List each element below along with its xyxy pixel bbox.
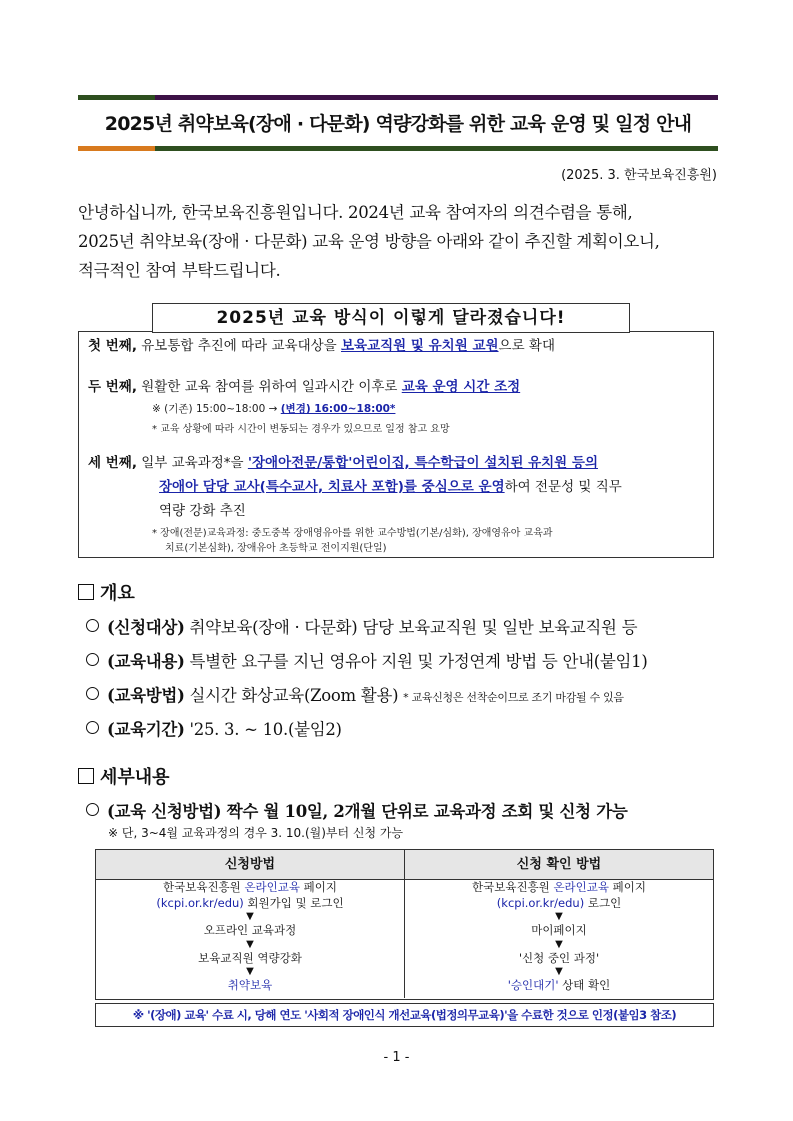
step-text: '신청 중인 과정'	[518, 950, 600, 965]
recognition-note: ※ '(장애) 교육' 수료 시, 당해 연도 '사회적 장애인식 개선교육(법정의무교육)'을 수료한 것으로 인정(붙임3 참조)	[95, 1003, 714, 1027]
circle-bullet-icon	[86, 687, 99, 700]
change-second: 두 번째, 원활한 교육 참여를 위하여 일과시간 이후로 교육 운영 시간 조정	[88, 379, 521, 395]
overview-item: (신청대상) 취약보육(장애 · 다문화) 담당 보육교직원 및 일반 보육교직원 등	[86, 614, 637, 638]
table-header	[96, 850, 713, 880]
details-item: (교육 신청방법) 짝수 월 10일, 2개월 단위로 교육과정 조회 및 신청 가능	[86, 798, 628, 822]
kcpi-url-link[interactable]: (kcpi.or.kr/edu)	[496, 895, 585, 910]
arrow-down-icon: ▼	[555, 938, 563, 950]
details-note: ※ 단, 3~4월 교육과정의 경우 3. 10.(월)부터 신청 가능	[108, 826, 404, 840]
circle-bullet-icon	[86, 619, 99, 632]
arrow-down-icon: ▼	[555, 911, 563, 923]
change-third-line3: 역량 강화 추진	[159, 503, 246, 519]
step-text: 마이페이지	[531, 923, 587, 938]
square-bullet-icon	[78, 768, 94, 784]
section-overview-title: 개요	[78, 579, 135, 605]
change-second-note2: * 교육 상황에 따라 시간이 변동되는 경우가 있으므로 일정 참고 요망	[152, 424, 450, 435]
circle-bullet-icon	[86, 803, 99, 816]
application-steps: 한국보육진흥원 온라인교육 페이지 (kcpi.or.kr/edu) 회원가입 및 로그인 ▼ 오프라인 교육과정 ▼ 보육교직원 역량강화 ▼ 취약보육	[96, 880, 405, 998]
change-third-line2: 장애아 담당 교사(특수교사, 치료사 포함)를 중심으로 운영하여 전문성 및 직무	[159, 479, 622, 495]
circle-bullet-icon	[86, 721, 99, 734]
online-edu-link[interactable]: 온라인교육	[244, 880, 300, 894]
change-third-note2: 치료(기본심화), 장애유아 초등학교 전이지원(단일)	[165, 543, 387, 554]
change-third: 세 번째, 일부 교육과정*을 '장애아전문/통합'어린이집, 특수학급이 설치된 유치원 등의	[88, 455, 598, 471]
arrow-down-icon: ▼	[246, 911, 254, 923]
online-edu-link[interactable]: 온라인교육	[553, 880, 609, 894]
intro-line: 적극적인 참여 부탁드립니다.	[78, 261, 281, 280]
section-details-title: 세부내용	[78, 763, 170, 789]
step-text: 보육교직원 역량강화	[198, 950, 302, 965]
circle-bullet-icon	[86, 653, 99, 666]
page-number: - 1 -	[383, 1050, 410, 1065]
arrow-down-icon: ▼	[246, 966, 254, 978]
document-title: 2025년 취약보육(장애 · 다문화) 역량강화를 위한 교육 운영 및 일정 안내	[104, 113, 692, 135]
kcpi-url-link[interactable]: (kcpi.or.kr/edu)	[156, 895, 244, 910]
intro-paragraph	[78, 198, 718, 285]
changes-heading: 2025년 교육 방식이 이렇게 달라졌습니다!	[152, 303, 630, 333]
step-text: 취약보육	[227, 978, 273, 993]
square-bullet-icon	[78, 584, 94, 600]
title-rule-top	[78, 95, 718, 100]
application-table	[95, 849, 714, 1000]
change-second-note1: ※ (기존) 15:00~18:00 → (변경) 16:00~18:00*	[152, 403, 396, 415]
arrow-down-icon: ▼	[555, 966, 563, 978]
change-third-note1: * 장애(전문)교육과정: 중도중복 장애영유아를 위한 교수방법(기본/심화), 장애영유아 교육과	[152, 528, 553, 539]
overview-item: (교육내용) 특별한 요구를 지닌 영유아 지원 및 가정연계 방법 등 안내(붙임1)	[86, 648, 647, 672]
status-text: '승인대기'	[507, 978, 559, 993]
table-header-cell: 신청방법	[96, 850, 405, 879]
intro-line: 안녕하십니까, 한국보육진흥원입니다. 2024년 교육 참여자의 의견수렴을 통해,	[78, 203, 633, 222]
change-first: 첫 번째, 유보통합 추진에 따라 교육대상을 보육교직원 및 유치원 교원으로 확대	[88, 338, 556, 354]
confirmation-steps: 한국보육진흥원 온라인교육 페이지 (kcpi.or.kr/edu) 로그인 ▼ 마이페이지 ▼ '신청 중인 과정' ▼ '승인대기' 상태 확인	[405, 880, 713, 998]
arrow-down-icon: ▼	[246, 938, 254, 950]
step-text: 오프라인 교육과정	[203, 923, 297, 938]
title-rule-bottom	[78, 146, 718, 151]
table-header-cell: 신청 확인 방법	[516, 857, 602, 872]
overview-item: (교육방법) 실시간 화상교육(Zoom 활용) * 교육신청은 선착순이므로 조기 마감될 수 있음	[86, 682, 624, 706]
changes-box	[78, 331, 714, 558]
source-line: (2025. 3. 한국보육진흥원)	[561, 168, 717, 183]
overview-item: (교육기간) '25. 3. ~ 10.(붙임2)	[86, 716, 342, 740]
intro-line: 2025년 취약보육(장애 · 다문화) 교육 운영 방향을 아래와 같이 추진할 계획이오니,	[78, 232, 660, 251]
